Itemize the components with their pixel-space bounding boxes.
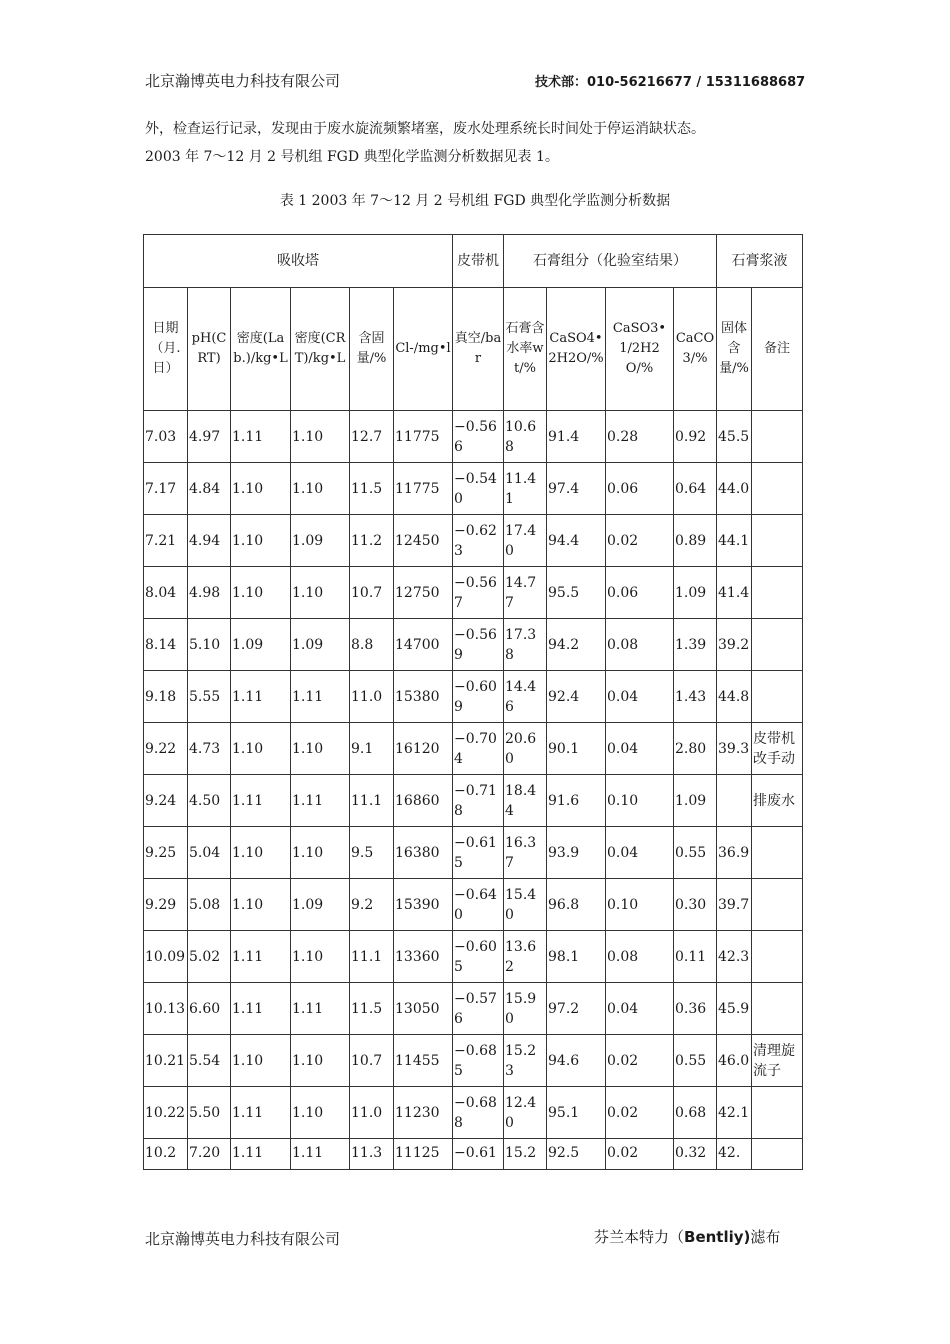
- monitoring-data-table: [143, 234, 803, 1170]
- cell-ph: 4.84: [188, 463, 231, 515]
- cell-density-lab: 1.10: [231, 723, 291, 775]
- cell-density-crt: 1.10: [291, 1087, 350, 1139]
- cell-solids: 11.1: [350, 931, 394, 983]
- cell-ph: 5.04: [188, 827, 231, 879]
- cell-density-lab: 1.11: [231, 775, 291, 827]
- cell-vacuum: −0.685: [453, 1035, 504, 1087]
- table-row: [144, 619, 803, 671]
- cell-cl: 11775: [394, 411, 453, 463]
- cell-cl: 16380: [394, 827, 453, 879]
- cell-density-lab: 1.10: [231, 463, 291, 515]
- cell-caso3: 0.06: [606, 463, 674, 515]
- cell-caso4: 92.5: [547, 1139, 606, 1170]
- cell-ph: 4.94: [188, 515, 231, 567]
- cell-date: 10.22: [144, 1087, 188, 1139]
- cell-solids: 8.8: [350, 619, 394, 671]
- table-row: [144, 671, 803, 723]
- cell-solids: 9.2: [350, 879, 394, 931]
- cell-caco3: 1.39: [674, 619, 717, 671]
- cell-cl: 13050: [394, 983, 453, 1035]
- cell-vacuum: −0.704: [453, 723, 504, 775]
- cell-remark: [752, 515, 803, 567]
- cell-caco3: 0.11: [674, 931, 717, 983]
- cell-remark: [752, 931, 803, 983]
- cell-caso3: 0.10: [606, 879, 674, 931]
- group-header-row: [144, 235, 803, 288]
- cell-density-lab: 1.09: [231, 619, 291, 671]
- cell-caso4: 92.4: [547, 671, 606, 723]
- cell-caco3: 0.30: [674, 879, 717, 931]
- cell-solid-content: 39.7: [717, 879, 752, 931]
- cell-cl: 13360: [394, 931, 453, 983]
- cell-density-crt: 1.10: [291, 567, 350, 619]
- cell-date: 10.13: [144, 983, 188, 1035]
- cell-caco3: 0.92: [674, 411, 717, 463]
- cell-remark: 排废水: [752, 775, 803, 827]
- cell-caso3: 0.02: [606, 1087, 674, 1139]
- cell-solids: 9.5: [350, 827, 394, 879]
- cell-remark: 清理旋流子: [752, 1035, 803, 1087]
- cell-remark: [752, 879, 803, 931]
- col-caso3: CaSO3•1/2H2O/%: [606, 288, 674, 411]
- cell-caco3: 2.80: [674, 723, 717, 775]
- cell-caco3: 0.55: [674, 827, 717, 879]
- col-caco3: CaCO3/%: [674, 288, 717, 411]
- cell-moisture: 15.90: [504, 983, 547, 1035]
- cell-vacuum: −0.540: [453, 463, 504, 515]
- cell-caso4: 96.8: [547, 879, 606, 931]
- cell-solids: 12.7: [350, 411, 394, 463]
- cell-caso4: 91.6: [547, 775, 606, 827]
- cell-caco3: 0.68: [674, 1087, 717, 1139]
- cell-caso3: 0.04: [606, 983, 674, 1035]
- cell-density-lab: 1.11: [231, 983, 291, 1035]
- cell-cl: 14700: [394, 619, 453, 671]
- cell-density-lab: 1.11: [231, 1139, 291, 1170]
- cell-cl: 16120: [394, 723, 453, 775]
- header-company: 北京瀚博英电力科技有限公司: [145, 72, 341, 90]
- cell-cl: 11775: [394, 463, 453, 515]
- cell-density-crt: 1.10: [291, 1035, 350, 1087]
- cell-caso3: 0.02: [606, 1035, 674, 1087]
- cell-density-crt: 1.10: [291, 463, 350, 515]
- cell-caso3: 0.02: [606, 515, 674, 567]
- cell-caso3: 0.06: [606, 567, 674, 619]
- cell-density-crt: 1.09: [291, 879, 350, 931]
- cell-moisture: 12.40: [504, 1087, 547, 1139]
- cell-ph: 6.60: [188, 983, 231, 1035]
- cell-density-crt: 1.11: [291, 983, 350, 1035]
- cell-ph: 4.97: [188, 411, 231, 463]
- table-row: [144, 1139, 803, 1170]
- column-header-row: [144, 288, 803, 411]
- cell-density-lab: 1.10: [231, 567, 291, 619]
- cell-density-crt: 1.10: [291, 411, 350, 463]
- cell-caso4: 94.6: [547, 1035, 606, 1087]
- cell-caso3: 0.04: [606, 827, 674, 879]
- cell-ph: 5.50: [188, 1087, 231, 1139]
- cell-caco3: 1.09: [674, 567, 717, 619]
- cell-moisture: 15.2: [504, 1139, 547, 1170]
- cell-density-lab: 1.10: [231, 879, 291, 931]
- cell-ph: 4.98: [188, 567, 231, 619]
- col-vacuum: 真空/bar: [453, 288, 504, 411]
- cell-ph: 5.10: [188, 619, 231, 671]
- cell-moisture: 15.23: [504, 1035, 547, 1087]
- cell-date: 9.22: [144, 723, 188, 775]
- cell-caso4: 97.2: [547, 983, 606, 1035]
- cell-caso3: 0.04: [606, 723, 674, 775]
- cell-cl: 12750: [394, 567, 453, 619]
- cell-caso4: 97.4: [547, 463, 606, 515]
- cell-caso4: 98.1: [547, 931, 606, 983]
- col-cl: Cl-/mg•l: [394, 288, 453, 411]
- col-remark: 备注: [752, 288, 803, 411]
- cell-density-crt: 1.09: [291, 619, 350, 671]
- cell-remark: [752, 411, 803, 463]
- cell-cl: 12450: [394, 515, 453, 567]
- table-row: [144, 775, 803, 827]
- cell-moisture: 10.68: [504, 411, 547, 463]
- cell-solid-content: 42.1: [717, 1087, 752, 1139]
- col-ph: pH(CRT): [188, 288, 231, 411]
- cell-density-crt: 1.11: [291, 1139, 350, 1170]
- cell-caso4: 93.9: [547, 827, 606, 879]
- cell-solids: 10.7: [350, 567, 394, 619]
- col-density-lab: 密度(Lab.)/kg•L: [231, 288, 291, 411]
- cell-density-lab: 1.11: [231, 671, 291, 723]
- cell-cl: 11230: [394, 1087, 453, 1139]
- table-row: [144, 463, 803, 515]
- cell-caco3: 0.36: [674, 983, 717, 1035]
- cell-moisture: 16.37: [504, 827, 547, 879]
- cell-ph: 7.20: [188, 1139, 231, 1170]
- cell-caso3: 0.08: [606, 619, 674, 671]
- cell-solid-content: 39.2: [717, 619, 752, 671]
- cell-density-lab: 1.11: [231, 411, 291, 463]
- cell-vacuum: −0.688: [453, 1087, 504, 1139]
- footer-product-prefix: 芬兰本特力（: [594, 1228, 685, 1246]
- cell-moisture: 17.40: [504, 515, 547, 567]
- cell-density-crt: 1.11: [291, 671, 350, 723]
- cell-moisture: 18.44: [504, 775, 547, 827]
- cell-caco3: 1.09: [674, 775, 717, 827]
- cell-date: 9.25: [144, 827, 188, 879]
- cell-density-crt: 1.09: [291, 515, 350, 567]
- cell-ph: 4.50: [188, 775, 231, 827]
- body-paragraph-line-2: 2003 年 7～12 月 2 号机组 FGD 典型化学监测分析数据见表 1。: [145, 149, 559, 165]
- cell-date: 8.14: [144, 619, 188, 671]
- cell-solid-content: 41.4: [717, 567, 752, 619]
- cell-caso4: 91.4: [547, 411, 606, 463]
- cell-cl: 15380: [394, 671, 453, 723]
- cell-cl: 16860: [394, 775, 453, 827]
- cell-caso4: 95.1: [547, 1087, 606, 1139]
- cell-density-crt: 1.10: [291, 723, 350, 775]
- cell-solid-content: 36.9: [717, 827, 752, 879]
- table-row: [144, 723, 803, 775]
- cell-caso3: 0.10: [606, 775, 674, 827]
- cell-remark: [752, 671, 803, 723]
- cell-solid-content: [717, 775, 752, 827]
- cell-solids: 9.1: [350, 723, 394, 775]
- cell-vacuum: −0.640: [453, 879, 504, 931]
- table-row: [144, 567, 803, 619]
- cell-density-lab: 1.10: [231, 515, 291, 567]
- cell-date: 10.21: [144, 1035, 188, 1087]
- table-row: [144, 1087, 803, 1139]
- col-date: 日期（月.日）: [144, 288, 188, 411]
- cell-date: 7.03: [144, 411, 188, 463]
- body-paragraph-line-1: 外，检查运行记录，发现由于废水旋流频繁堵塞，废水处理系统长时间处于停运消缺状态。: [145, 121, 705, 137]
- cell-caso4: 94.2: [547, 619, 606, 671]
- cell-caco3: 0.89: [674, 515, 717, 567]
- cell-vacuum: −0.615: [453, 827, 504, 879]
- cell-date: 9.29: [144, 879, 188, 931]
- cell-vacuum: −0.605: [453, 931, 504, 983]
- col-moisture: 石膏含水率wt/%: [504, 288, 547, 411]
- cell-solid-content: 42.3: [717, 931, 752, 983]
- table-row: [144, 879, 803, 931]
- cell-caco3: 0.32: [674, 1139, 717, 1170]
- table-row: [144, 983, 803, 1035]
- table-row: [144, 827, 803, 879]
- cell-remark: 皮带机改手动: [752, 723, 803, 775]
- cell-ph: 5.08: [188, 879, 231, 931]
- cell-moisture: 17.38: [504, 619, 547, 671]
- table-row: [144, 515, 803, 567]
- table-caption: 表 1 2003 年 7～12 月 2 号机组 FGD 典型化学监测分析数据: [279, 193, 671, 209]
- cell-solid-content: 44.1: [717, 515, 752, 567]
- cell-caso3: 0.02: [606, 1139, 674, 1170]
- cell-caso3: 0.28: [606, 411, 674, 463]
- cell-solid-content: 45.9: [717, 983, 752, 1035]
- footer-company: 北京瀚博英电力科技有限公司: [145, 1230, 341, 1248]
- cell-density-lab: 1.10: [231, 1035, 291, 1087]
- table-row: [144, 1035, 803, 1087]
- cell-density-lab: 1.10: [231, 827, 291, 879]
- cell-caso4: 95.5: [547, 567, 606, 619]
- cell-solid-content: 39.3: [717, 723, 752, 775]
- cell-vacuum: −0.576: [453, 983, 504, 1035]
- cell-vacuum: −0.718: [453, 775, 504, 827]
- cell-density-crt: 1.10: [291, 931, 350, 983]
- col-caso4: CaSO4•2H2O/%: [547, 288, 606, 411]
- cell-solids: 11.1: [350, 775, 394, 827]
- cell-remark: [752, 827, 803, 879]
- header-contact: 技术部：010-56216677 / 15311688687: [535, 75, 806, 90]
- table-row: [144, 931, 803, 983]
- cell-vacuum: −0.567: [453, 567, 504, 619]
- cell-caco3: 0.64: [674, 463, 717, 515]
- cell-density-lab: 1.11: [231, 1087, 291, 1139]
- cell-ph: 4.73: [188, 723, 231, 775]
- cell-remark: [752, 619, 803, 671]
- cell-ph: 5.55: [188, 671, 231, 723]
- cell-remark: [752, 463, 803, 515]
- cell-vacuum: −0.569: [453, 619, 504, 671]
- cell-solids: 11.5: [350, 983, 394, 1035]
- cell-caco3: 0.55: [674, 1035, 717, 1087]
- cell-caso4: 90.1: [547, 723, 606, 775]
- cell-date: 10.09: [144, 931, 188, 983]
- cell-density-lab: 1.11: [231, 931, 291, 983]
- cell-remark: [752, 1139, 803, 1170]
- cell-moisture: 11.41: [504, 463, 547, 515]
- cell-date: 8.04: [144, 567, 188, 619]
- cell-caso4: 94.4: [547, 515, 606, 567]
- group-belt: 皮带机: [453, 235, 504, 288]
- cell-caco3: 1.43: [674, 671, 717, 723]
- col-solid-content: 固体含量/%: [717, 288, 752, 411]
- footer-product-brand: Bentliy): [684, 1228, 751, 1246]
- cell-moisture: 14.46: [504, 671, 547, 723]
- group-absorber: 吸收塔: [144, 235, 453, 288]
- cell-density-crt: 1.11: [291, 775, 350, 827]
- cell-moisture: 20.60: [504, 723, 547, 775]
- cell-ph: 5.54: [188, 1035, 231, 1087]
- group-slurry: 石膏浆液: [717, 235, 803, 288]
- col-solids: 含固量/%: [350, 288, 394, 411]
- cell-solids: 11.0: [350, 1087, 394, 1139]
- cell-solids: 11.5: [350, 463, 394, 515]
- cell-solid-content: 45.5: [717, 411, 752, 463]
- cell-caso3: 0.08: [606, 931, 674, 983]
- cell-cl: 11125: [394, 1139, 453, 1170]
- cell-moisture: 15.40: [504, 879, 547, 931]
- cell-caso3: 0.04: [606, 671, 674, 723]
- cell-ph: 5.02: [188, 931, 231, 983]
- cell-solid-content: 42.: [717, 1139, 752, 1170]
- cell-density-crt: 1.10: [291, 827, 350, 879]
- col-density-crt: 密度(CRT)/kg•L: [291, 288, 350, 411]
- cell-remark: [752, 1087, 803, 1139]
- cell-solids: 11.3: [350, 1139, 394, 1170]
- cell-remark: [752, 567, 803, 619]
- cell-vacuum: −0.61: [453, 1139, 504, 1170]
- cell-solids: 11.0: [350, 671, 394, 723]
- cell-date: 9.24: [144, 775, 188, 827]
- cell-date: 10.2: [144, 1139, 188, 1170]
- cell-moisture: 13.62: [504, 931, 547, 983]
- cell-cl: 11455: [394, 1035, 453, 1087]
- group-gypsum: 石膏组分（化验室结果）: [504, 235, 717, 288]
- cell-solids: 10.7: [350, 1035, 394, 1087]
- table-row: [144, 411, 803, 463]
- cell-date: 9.18: [144, 671, 188, 723]
- cell-solid-content: 46.0: [717, 1035, 752, 1087]
- footer-product: [594, 1226, 780, 1247]
- cell-remark: [752, 983, 803, 1035]
- cell-date: 7.17: [144, 463, 188, 515]
- cell-cl: 15390: [394, 879, 453, 931]
- cell-solid-content: 44.8: [717, 671, 752, 723]
- cell-solid-content: 44.0: [717, 463, 752, 515]
- cell-date: 7.21: [144, 515, 188, 567]
- cell-moisture: 14.77: [504, 567, 547, 619]
- cell-solids: 11.2: [350, 515, 394, 567]
- cell-vacuum: −0.566: [453, 411, 504, 463]
- cell-vacuum: −0.609: [453, 671, 504, 723]
- cell-vacuum: −0.623: [453, 515, 504, 567]
- footer-product-suffix: 滤布: [750, 1228, 781, 1246]
